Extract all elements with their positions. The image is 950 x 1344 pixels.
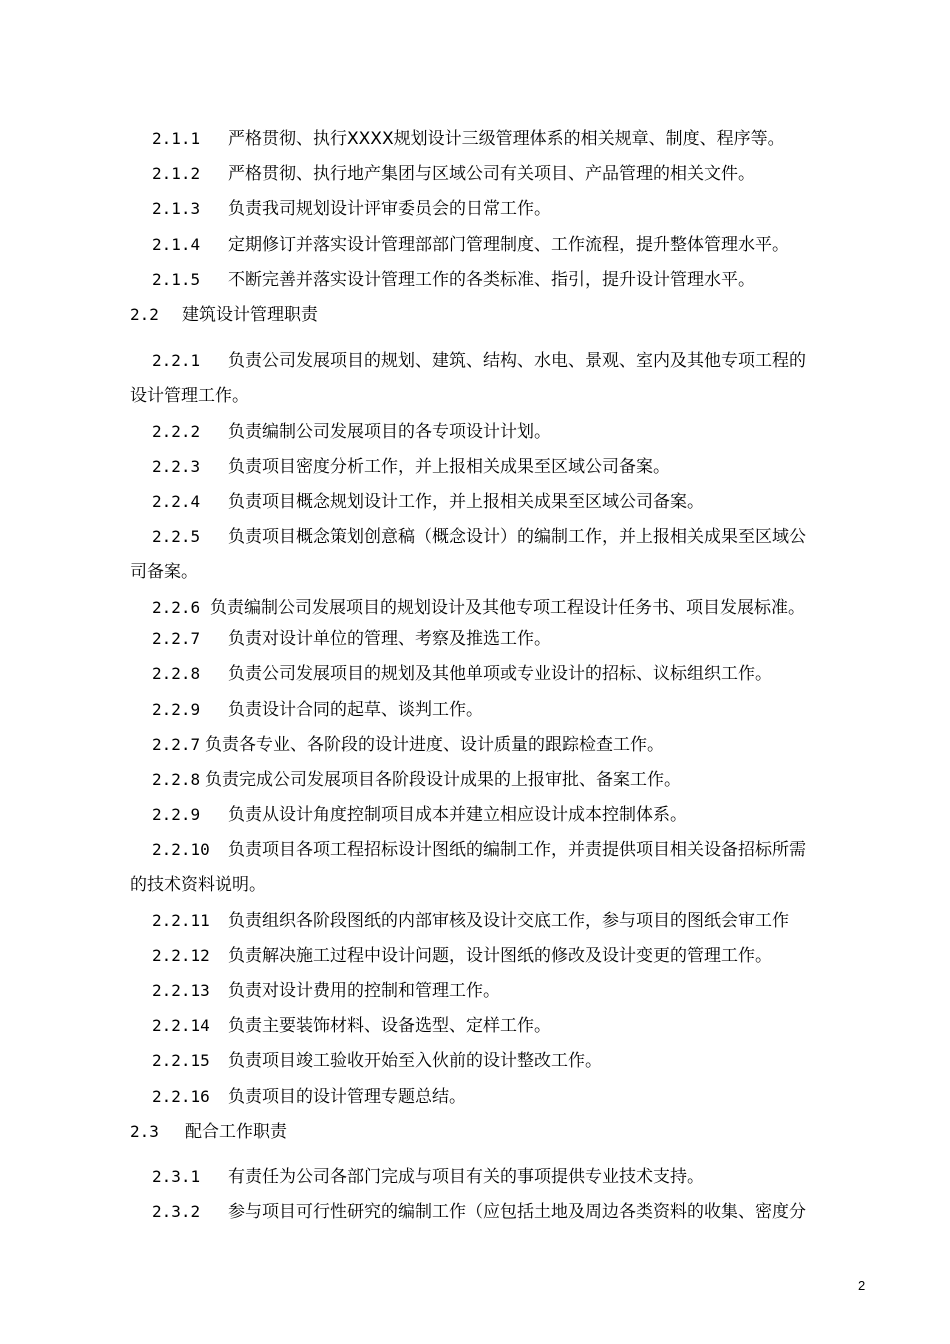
clause-2-2-9-b <box>152 804 687 826</box>
section-number: 2.3 <box>130 1122 159 1141</box>
clause-2-1-3 <box>152 198 551 220</box>
clause-2-2-16 <box>152 1086 466 1108</box>
clause-number: 2.2.16 <box>152 1087 210 1106</box>
clause-number: 2.1.2 <box>152 164 201 183</box>
clause-2-2-8-b <box>152 769 681 791</box>
clause-2-2-7-b <box>152 734 664 756</box>
clause-number: 2.1.5 <box>152 270 201 289</box>
clause-text: 负责设计合同的起草、谈判工作。 <box>228 700 483 720</box>
clause-number: 2.2.8 <box>152 770 201 789</box>
clause-text: 负责各专业、各阶段的设计进度、设计质量的跟踪检查工作。 <box>205 735 664 755</box>
clause-2-2-12 <box>152 945 772 967</box>
clause-number: 2.2.5 <box>152 527 201 546</box>
clause-text: 负责项目概念规划设计工作，并上报相关成果至区域公司备案。 <box>228 492 704 512</box>
clause-text: 严格贯彻、执行地产集团与区域公司有关项目、产品管理的相关文件。 <box>228 164 755 184</box>
clause-text: 负责项目各项工程招标设计图纸的编制工作，并责提供项目相关设备招标所需 <box>228 840 806 860</box>
clause-text: 司备案。 <box>130 562 198 582</box>
clause-number: 2.3.1 <box>152 1167 201 1186</box>
clause-2-2-8-a <box>152 663 772 685</box>
clause-2-2-2 <box>152 421 551 443</box>
clause-2-2-15 <box>152 1050 602 1072</box>
clause-number: 2.2.4 <box>152 492 201 511</box>
clause-2-1-1 <box>152 128 785 150</box>
clause-2-2-3 <box>152 456 670 478</box>
clause-2-1-4 <box>152 234 789 256</box>
clause-text: 负责项目竣工验收开始至入伙前的设计整改工作。 <box>228 1051 602 1071</box>
clause-text: 的技术资料说明。 <box>130 875 266 895</box>
clause-2-2-1 <box>152 350 806 372</box>
clause-text: 负责编制公司发展项目的各专项设计计划。 <box>228 422 551 442</box>
clause-number: 2.2.14 <box>152 1016 210 1035</box>
clause-2-2-13 <box>152 980 500 1002</box>
section-heading-2-3 <box>130 1121 287 1143</box>
clause-text: 负责编制公司发展项目的规划设计及其他专项工程设计任务书、项目发展标准。 <box>210 598 805 618</box>
clause-2-2-5 <box>152 526 806 548</box>
clause-2-2-9-a <box>152 699 483 721</box>
clause-text: 负责解决施工过程中设计问题，设计图纸的修改及设计变更的管理工作。 <box>228 946 772 966</box>
clause-2-1-5 <box>152 269 755 291</box>
section-heading-2-2 <box>130 304 318 326</box>
clause-text: 负责完成公司发展项目各阶段设计成果的上报审批、备案工作。 <box>205 770 681 790</box>
section-number: 2.2 <box>130 305 159 324</box>
clause-text: 严格贯彻、执行XXXX规划设计三级管理体系的相关规章、制度、程序等。 <box>228 129 785 149</box>
clause-number: 2.2.10 <box>152 840 210 859</box>
clause-number: 2.2.7 <box>152 629 201 648</box>
clause-text: 设计管理工作。 <box>130 386 249 406</box>
page-number: 2 <box>858 1278 866 1293</box>
clause-2-2-5-continuation <box>130 561 198 583</box>
clause-number: 2.1.3 <box>152 199 201 218</box>
clause-2-2-7-a <box>152 628 551 650</box>
clause-number: 2.1.4 <box>152 235 201 254</box>
clause-text: 负责组织各阶段图纸的内部审核及设计交底工作，参与项目的图纸会审工作 <box>228 911 789 931</box>
clause-text: 负责对设计单位的管理、考察及推选工作。 <box>228 629 551 649</box>
clause-2-3-2 <box>152 1201 806 1223</box>
clause-number: 2.2.2 <box>152 422 201 441</box>
clause-number: 2.2.1 <box>152 351 201 370</box>
clause-2-2-11 <box>152 910 789 932</box>
clause-number: 2.2.9 <box>152 700 201 719</box>
clause-number: 2.2.9 <box>152 805 201 824</box>
clause-number: 2.2.12 <box>152 946 210 965</box>
clause-text: 负责主要装饰材料、设备选型、定样工作。 <box>228 1016 551 1036</box>
clause-number: 2.2.8 <box>152 664 201 683</box>
clause-2-3-1 <box>152 1166 704 1188</box>
clause-number: 2.2.13 <box>152 981 210 1000</box>
clause-text: 负责公司发展项目的规划、建筑、结构、水电、景观、室内及其他专项工程的 <box>228 351 806 371</box>
section-title: 建筑设计管理职责 <box>182 305 318 325</box>
clause-number: 2.2.6 <box>152 598 201 617</box>
clause-2-1-2 <box>152 163 755 185</box>
clause-text: 有责任为公司各部门完成与项目有关的事项提供专业技术支持。 <box>228 1167 704 1187</box>
clause-text: 负责项目的设计管理专题总结。 <box>228 1087 466 1107</box>
clause-text: 负责从设计角度控制项目成本并建立相应设计成本控制体系。 <box>228 805 687 825</box>
clause-2-2-14 <box>152 1015 551 1037</box>
clause-text: 不断完善并落实设计管理工作的各类标准、指引，提升设计管理水平。 <box>228 270 755 290</box>
clause-number: 2.2.7 <box>152 735 201 754</box>
clause-number: 2.2.3 <box>152 457 201 476</box>
clause-text: 负责公司发展项目的规划及其他单项或专业设计的招标、议标组织工作。 <box>228 664 772 684</box>
clause-number: 2.3.2 <box>152 1202 201 1221</box>
clause-2-2-1-continuation <box>130 385 249 407</box>
clause-number: 2.1.1 <box>152 129 201 148</box>
clause-text: 参与项目可行性研究的编制工作（应包括土地及周边各类资料的收集、密度分 <box>228 1202 806 1222</box>
clause-text: 负责项目概念策划创意稿（概念设计）的编制工作，并上报相关成果至区域公 <box>228 527 806 547</box>
clause-2-2-10 <box>152 839 806 861</box>
section-title: 配合工作职责 <box>185 1122 287 1142</box>
clause-2-2-4 <box>152 491 704 513</box>
clause-text: 定期修订并落实设计管理部部门管理制度、工作流程，提升整体管理水平。 <box>228 235 789 255</box>
clause-2-2-6 <box>152 597 805 619</box>
clause-2-2-10-continuation <box>130 874 266 896</box>
clause-number: 2.2.11 <box>152 911 210 930</box>
clause-text: 负责项目密度分析工作，并上报相关成果至区域公司备案。 <box>228 457 670 477</box>
clause-text: 负责我司规划设计评审委员会的日常工作。 <box>228 199 551 219</box>
clause-text: 负责对设计费用的控制和管理工作。 <box>228 981 500 1001</box>
clause-number: 2.2.15 <box>152 1051 210 1070</box>
